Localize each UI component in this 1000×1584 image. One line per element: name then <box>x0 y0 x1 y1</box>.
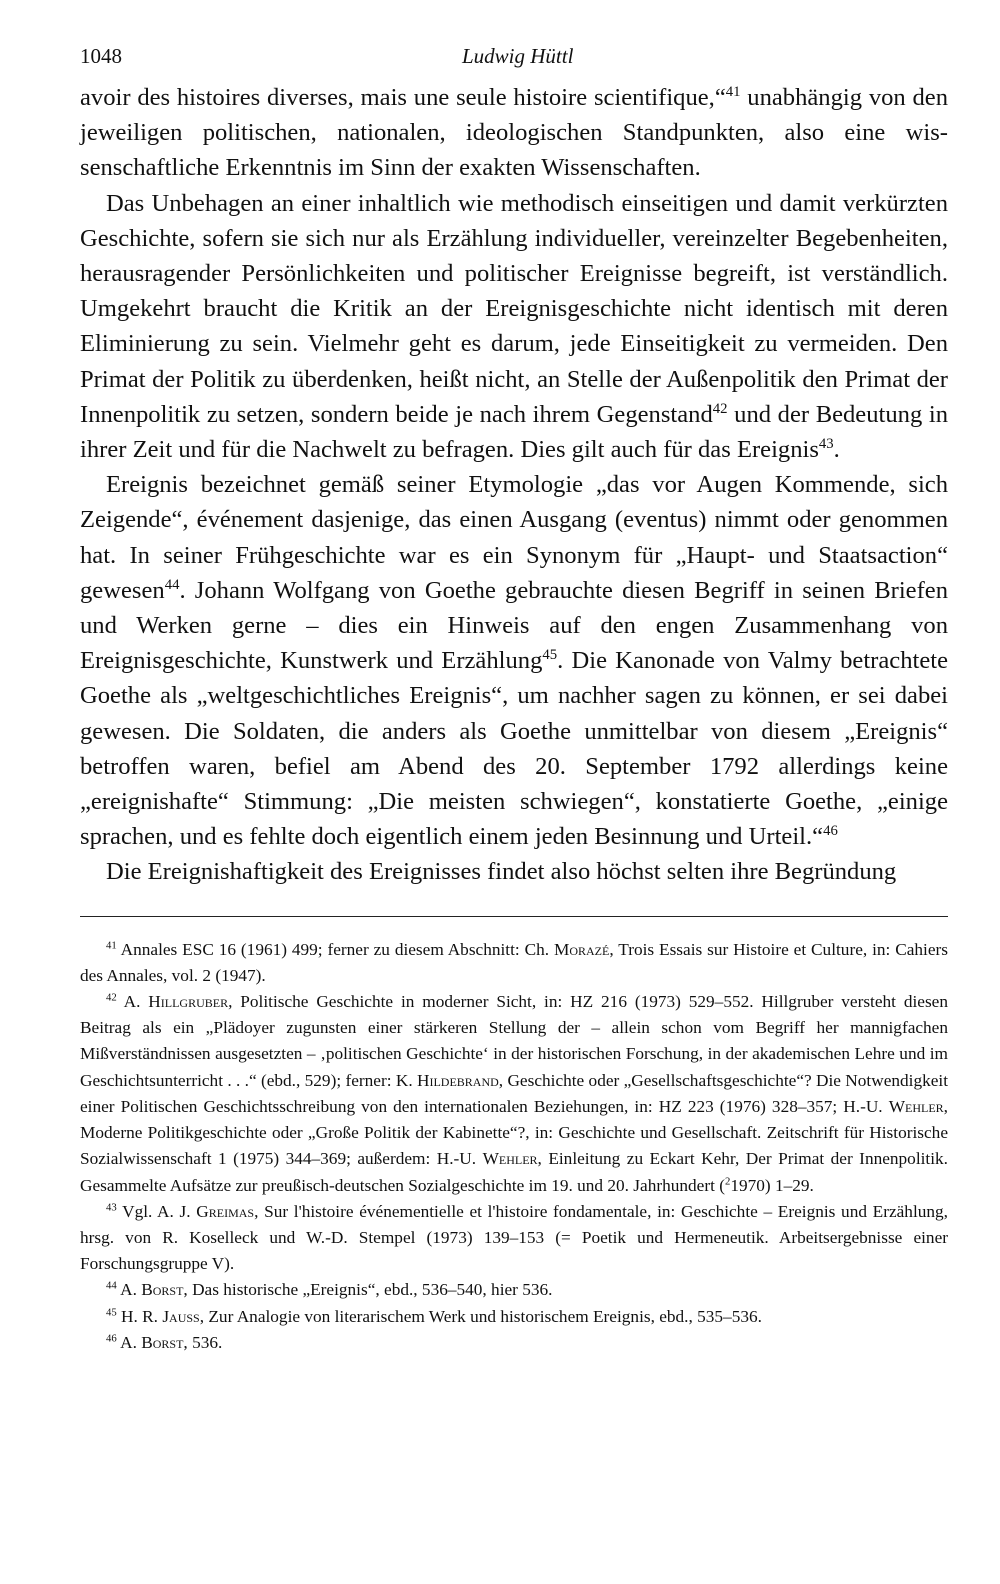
footnote-divider <box>80 916 948 917</box>
text-run: Das Unbehagen an einer inhaltlich wie methodisch einseitigen und damit verkürzten Geschichte, sofern sie sich nur als Erzählung individueller, vereinzelter Begebenheiten, herausragender Persönlichkeiten und politischer Ereignisse begreift, ist verständlich. Umgekehrt braucht die Kritik an der Ereignisgeschichte nicht identisch mit deren Eliminierung zu sein. Vielmehr geht es darum, jede Einseitigkeit zu vermeiden. Den Primat der Politik zu überdenken, heißt nicht, an Stelle der Außenpolitik den Primat der Innenpolitik zu setzen, sondern beide je nach ihrem Gegenstand <box>80 189 948 428</box>
footnote-number: 41 <box>106 939 117 952</box>
text-run: , Politische Geschichte in moderner Sicht, in: HZ 216 (1973) 529–552. Hillgruber versteht diesen Beitrag als ein „Plädoyer zugunsten einer stärkeren Stellung der – allein schon vom Begriff her mannigfachen Mißverständnissen ausgesetzten – ‚politischen Geschichte‘ in der historischen Forschung, in der akademischen Lehre und im Geschichtsunterricht . . .“ (ebd., 529); ferner: K. <box>80 992 948 1090</box>
text-run: Vgl. A. J. <box>116 1201 197 1221</box>
text-run: . <box>833 436 840 464</box>
author-name: Jauss <box>162 1306 200 1326</box>
footnote-number: 44 <box>106 1279 117 1292</box>
text-run: , Trois Essais sur Histoire et Culture, in: Cahiers des Annales, vol. 2 (1947). <box>80 939 948 985</box>
book-page <box>80 36 948 1356</box>
running-title: Ludwig Hüttl <box>462 44 574 68</box>
text-run: . Johann Wolfgang von Goethe gebrauchte diesen Begriff in seinen Briefen und Werken gerne – dies ein Hinweis auf den engen Zusammenhang von Ereignisgeschichte, Kunstwerk und Erzählung <box>80 576 948 675</box>
footnote-ref-44: 44 <box>164 576 180 593</box>
paragraph-2 <box>80 186 948 468</box>
text-run: Ereignis bezeichnet gemäß seiner Etymologie „das vor Augen Kommende, sich Zeigende“, événement dasjenige, das einen Ausgang (eventus) nimmt oder genommen hat. In seiner Frühgeschichte war es ein Synonym für „Haupt- und Staatsaction“ gewesen <box>80 471 948 604</box>
text-run: A. <box>116 1280 142 1300</box>
author-name: Wehler <box>888 1096 944 1116</box>
footnote-ref-46: 46 <box>823 823 838 840</box>
footnotes <box>80 937 948 1356</box>
paragraph-3 <box>80 467 948 854</box>
text-run: unabhängig von den jeweiligen politischen, nationalen, ideologischen Standpunkten, also eine wissenschaftliche Erkenntnis im Sinn der exakten Wissenschaften. <box>80 84 949 182</box>
footnote-46 <box>80 1330 948 1356</box>
footnote-42 <box>80 989 948 1199</box>
text-run: , Zur Analogie von literarischem Werk und historischem Ereignis, ebd., 535–536. <box>199 1306 762 1326</box>
main-text <box>80 80 948 890</box>
footnote-ref-41: 41 <box>725 83 741 100</box>
footnote-44 <box>80 1277 948 1303</box>
text-run: 1970) 1–29. <box>730 1175 814 1195</box>
footnote-number: 45 <box>106 1305 117 1318</box>
text-run: , Moderne Politikgeschichte oder „Große Politik der Kabinette“?, in: Geschichte und Gesellschaft. Zeitschrift für Historische Sozialwissenschaft 1 (1975) 344–369; außerdem: H.-U. <box>80 1096 948 1169</box>
text-run: , Das historische „Ereignis“, ebd., 536–540, hier 536. <box>183 1280 553 1300</box>
page-header <box>80 36 948 80</box>
text-run: , Geschichte oder „Gesellschaftsgeschichte“? Die Notwendigkeit einer Politischen Geschichtsschreibung von den internationalen Beziehungen, in: HZ 223 (1976) 328–357; H.-U. <box>80 1070 948 1116</box>
footnote-45 <box>80 1304 948 1330</box>
text-run: Annales ESC 16 (1961) 499; ferner zu diesem Abschnitt: Ch. <box>116 939 554 959</box>
text-run: . Die Kanonade von Valmy betrachtete Goethe als „weltgeschichtliches Ereignis“, um nachher sagen zu können, er sei dabei gewesen. Die Soldaten, die anders als Goethe unmittelbar von diesem „Ereignis“ betroffen waren, befiel am Abend des 20. September 1792 allerdings keine „ereignishafte“ Stimmung: „Die meisten schwiegen“, konstatierte Goethe, „einige sprachen, und es fehlte doch eigentlich einem jeden Besinnung und Urteil.“ <box>80 647 948 851</box>
author-name: Hillgruber <box>148 992 229 1012</box>
footnote-43 <box>80 1199 948 1278</box>
author-name: Wehler <box>482 1149 538 1169</box>
paragraph-1 <box>80 80 948 186</box>
footnote-number: 46 <box>106 1332 117 1345</box>
text-run: , Sur l'histoire événementielle et l'histoire fondamentale, in: Geschichte – Ereignis und Erzählung, hrsg. von R. Koselleck und W.-D. Stempel (1973) 139–153 (= Poetik und Hermeneutik. Arbeitsergebnisse einer Forschungsgruppe V). <box>80 1201 948 1274</box>
text-run: avoir des histoires diverses, mais une seule histoire scientifique,“ <box>80 84 726 111</box>
footnote-41 <box>80 937 948 989</box>
author-name: Greimas <box>196 1201 255 1221</box>
author-name: Borst <box>141 1280 184 1300</box>
text-run: , 536. <box>183 1332 223 1352</box>
footnote-ref-42: 42 <box>712 400 728 417</box>
footnote-ref-45: 45 <box>542 647 558 664</box>
author-name: Borst <box>141 1332 184 1352</box>
footnote-ref-43: 43 <box>818 435 834 452</box>
text-run: , Einleitung zu Eckart Kehr, Der Primat der Innenpolitik. Gesammelte Aufsätze zur preußisch-deutschen Sozialgeschichte im 19. und 20. Jahrhundert ( <box>80 1149 948 1195</box>
page-number: 1048 <box>80 44 122 68</box>
text-run: H. R. <box>116 1306 163 1326</box>
paragraph-4: Die Ereignishaftigkeit des Ereignisses findet also höchst selten ihre Begründung <box>106 858 897 886</box>
footnote-number: 42 <box>106 991 117 1004</box>
author-name: Morazé <box>553 939 610 959</box>
text-run: A. <box>116 992 149 1012</box>
edition-superscript: 2 <box>724 1174 731 1187</box>
author-name: Hildebrand <box>416 1070 499 1090</box>
footnote-number: 43 <box>106 1201 117 1214</box>
text-run: und der Bedeutung in ihrer Zeit und für die Nachwelt zu befragen. Dies gilt auch für das Ereignis <box>80 400 948 464</box>
text-run: A. <box>116 1332 142 1352</box>
